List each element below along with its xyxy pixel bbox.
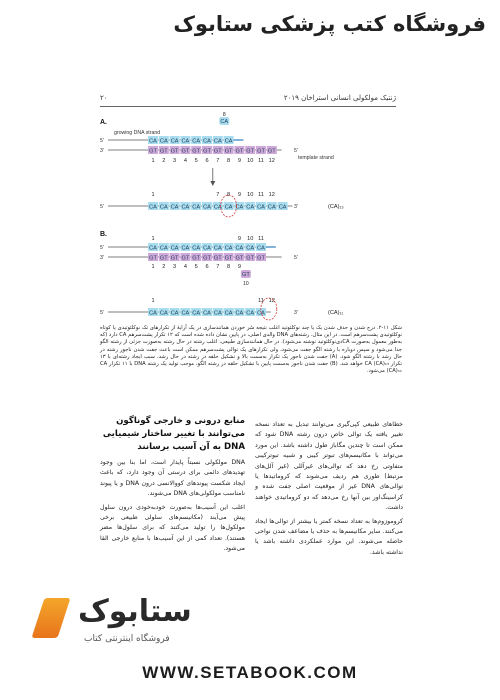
repeat-number: 3: [173, 158, 177, 164]
ca-repeat-label: CA: [257, 204, 265, 211]
repeat-number: 8: [227, 264, 231, 270]
strand-end-label: 5': [294, 255, 298, 261]
ca-repeat-label: CA: [170, 310, 179, 317]
setabook-logo: [38, 596, 218, 648]
gt-repeat-label: GT: [246, 255, 255, 262]
result-count-label: (CA)₁₃: [328, 204, 344, 210]
repeat-number: 12: [268, 158, 275, 164]
gt-repeat-label: GT: [213, 148, 222, 155]
ca-repeat-label: CA: [257, 310, 265, 317]
repeat-number: 5: [194, 264, 198, 270]
slippage-figure: [98, 112, 404, 322]
repeat-number: 2: [162, 158, 166, 164]
looped-repeat-label: CA: [220, 119, 229, 126]
gt-repeat-label: GT: [257, 148, 265, 155]
ca-repeat-label: CA: [192, 138, 201, 145]
logo-wordmark: ستابوک: [78, 594, 192, 629]
ca-repeat-label: CA: [170, 204, 179, 211]
ca-repeat-label: CA: [235, 310, 244, 317]
strand-end-label: 5': [100, 310, 104, 316]
repeat-number: 5: [194, 158, 198, 164]
repeat-number: 7: [216, 264, 220, 270]
ca-repeat-label: CA: [170, 245, 179, 252]
ca-repeat-label: CA: [181, 245, 190, 252]
ca-repeat-label: CA: [149, 310, 157, 317]
logo-subtitle: فروشگاه اینترنتی کتاب: [84, 634, 170, 644]
repeat-number: 7: [216, 192, 220, 198]
gt-repeat-label: GT: [170, 148, 179, 155]
ca-repeat-label: CA: [235, 245, 244, 252]
panel-b-label: B.: [100, 231, 107, 238]
repeat-number: 10: [247, 236, 254, 242]
body-paragraph: اغلب این آسیب‌ها به‌صورت خودبه‌خودی درون سلول پیش می‌آیند (مکانیسم‌های سلولی طبیعی برخی مولکول‌ها را تولید می‌کنند که برای سلول‌ها مضر هستند). تعداد کمی از این آسیب‌ها با منابع خارجی القا می‌شود.: [100, 503, 245, 553]
gt-repeat-label: GT: [181, 148, 190, 155]
repeat-number: 9: [237, 158, 241, 164]
ca-repeat-label: CA: [224, 245, 233, 252]
ca-repeat-label: CA: [159, 310, 168, 317]
gt-repeat-label: GT: [224, 148, 233, 155]
gt-repeat-label: GT: [192, 255, 201, 262]
gt-repeat-label: GT: [224, 255, 233, 262]
repeat-number: 12: [268, 298, 275, 304]
strand-end-label: 3': [294, 310, 298, 316]
growing-strand-label: growing DNA strand: [114, 130, 161, 136]
repeat-number: 6: [205, 158, 209, 164]
repeat-number: 11: [258, 192, 264, 198]
gt-repeat-label: GT: [213, 255, 222, 262]
repeat-number: 3: [173, 264, 177, 270]
repeat-number: 4: [183, 158, 187, 164]
gt-repeat-label: GT: [246, 148, 255, 155]
left-column: [100, 415, 245, 558]
repeat-number: 1: [151, 192, 155, 198]
strand-end-label: 3': [294, 204, 298, 210]
strand-end-label: 5': [100, 245, 104, 251]
template-strand-label: template strand: [298, 155, 334, 161]
ca-repeat-label: CA: [203, 138, 211, 145]
strand-end-label: 3': [100, 148, 104, 154]
repeat-number: 1: [151, 236, 155, 242]
repeat-number: 1: [151, 264, 155, 270]
ca-repeat-label: CA: [213, 245, 222, 252]
ca-repeat-label: CA: [203, 310, 211, 317]
ca-repeat-label: CA: [159, 204, 168, 211]
section-heading: منابع درونی و خارجی گوناگون می‌توانند با تغییر ساختار شیمیایی DNA به آن آسیب برسانند: [102, 416, 245, 452]
repeat-number: 9: [237, 236, 241, 242]
strand-end-label: 5': [100, 204, 104, 210]
ca-repeat-label: CA: [181, 204, 190, 211]
website-url: WWW.SETABOOK.COM: [142, 663, 358, 682]
looped-repeat-number: 10: [243, 281, 249, 287]
repeat-number: 1: [151, 298, 155, 304]
down-arrow-head: [210, 181, 215, 186]
body-paragraph: کروموزوم‌ها به تعداد نسخه کمتر یا بیشتر از توالی‌ها ایجاد می‌کنند. سایر مکانیسم‌ها به حذف یا مضاعف شدن نواحی حاصله می‌شوند. این موارد عملکردی داشته باشد یا نداشته باشد.: [255, 517, 403, 556]
strand-end-label: 3': [100, 255, 104, 261]
gt-repeat-label: GT: [149, 148, 157, 155]
ca-repeat-label: CA: [213, 310, 222, 317]
ca-repeat-label: CA: [181, 138, 190, 145]
ca-repeat-label: CA: [192, 310, 201, 317]
repeat-number: 10: [247, 192, 254, 198]
running-title: ژنتیک مولکولی انسانی استراخان ۲۰۱۹: [283, 94, 396, 102]
body-paragraph: خطاهای طبیعی کپی‌گیری می‌توانند تبدیل به تعداد نسخه تغییر یافته یک توالی خاص درون رشته DNA شود که ممکن است تا چندین مگاباز طول داشته باشد. این مورد می‌تواند با مکانیسم‌های تبوتر کیبی و شبیه تبوترکیبی متفاوتی رخ دهد که توالی‌های غیرآللی (غیر آلل‌های مرتبط) طوری هم ردیف می‌شوند که کروماتیدها یا توالی‌های DNA غیر از موقعیت اصلی جفت شده و کراسینگ‌اور بین آنها رخ می‌دهد که دو کروماتیدی خواهند داشت.: [255, 421, 403, 512]
ca-repeat-label: CA: [224, 310, 233, 317]
repeat-number: 11: [258, 236, 264, 242]
gt-repeat-label: GT: [192, 148, 201, 155]
ca-repeat-label: CA: [159, 138, 168, 145]
gt-repeat-label: GT: [181, 255, 190, 262]
repeat-number: 6: [205, 264, 209, 270]
repeat-number: 12: [268, 192, 275, 198]
repeat-number: 9: [237, 264, 241, 270]
gt-repeat-label: GT: [159, 255, 168, 262]
repeat-number: 1: [151, 158, 155, 164]
strand-end-label: 5': [100, 138, 104, 144]
repeat-number: 8: [227, 192, 231, 198]
ca-repeat-label: CA: [149, 245, 157, 252]
strand-end-label: 5': [294, 148, 298, 154]
repeat-number: 2: [162, 264, 166, 270]
gt-repeat-label: GT: [257, 255, 265, 262]
gt-repeat-label: GT: [170, 255, 179, 262]
ca-repeat-label: CA: [267, 204, 276, 211]
ca-repeat-label: CA: [192, 204, 201, 211]
looped-repeat-label: GT: [241, 272, 250, 279]
ca-repeat-label: CA: [257, 245, 265, 252]
ca-repeat-label: CA: [224, 204, 233, 211]
ca-repeat-label: CA: [192, 245, 201, 252]
store-title: فروشگاه کتب پزشکی ستابوک: [173, 12, 486, 36]
gt-repeat-label: GT: [267, 148, 276, 155]
repeat-number: 4: [183, 264, 187, 270]
gt-repeat-label: GT: [149, 255, 157, 262]
ca-repeat-label: CA: [278, 204, 287, 211]
gt-repeat-label: GT: [159, 148, 168, 155]
body-paragraph: DNA مولکولی نسبتاً پایدار است، اما بنا بین وجود تهدیدهای دائمی برای درستی آن وجود دارد، که باعث ایجاد شکست پیوندهای کووالانسی درون DNA و یا پیوند نامناسب مولکولی‌های DNA می‌شوند.: [100, 459, 245, 498]
page-number: ۲۰: [100, 94, 108, 102]
ca-repeat-label: CA: [181, 310, 190, 317]
result-count-label: (CA)₁₁: [328, 310, 344, 316]
ca-repeat-label: CA: [213, 204, 222, 211]
figure-caption: شکل ۱۱-۲. درج شدن و حذف شدن یک یا چند نوکلئوتید اغلب نتیجه سُر خوردن همانندسازی در یک آرایهٔ از تکرارهای تک نوکلئوتیدی یا کوتاه نوکلئوتیدی پشت‌سرهم است. در این مثال، رشته‌های DNA والدی اصلی، در پایین نشان داده شده است که ۱۲ تکرار پشت‌سرهم CA دارد (که به‌طور معمول به‌صورت CA‌دی‌نوکلئوتید نوشته می‌شود). در حال همانندسازی طبیعی، اغلب رشته در حال رشته به‌صورت جزئی از رشته الگو جدا می‌شود و سپس دوباره با رشته الگو جفت می‌شود، ولی تکرارهای یک توالی پشت‌سرهم ممکن است باعث جفت شدن ناجور رشته در حال رشد با رشته الگو شود. (A) جفت شدن ناجور یک تکرار به‌سمت بالا و تشکیل حلقه در رشته در حال رشد، سبب ایجاد رشته‌ای با ۱۳ تکرار CA (CA)₁₃ خواهد شد. (B) جفت شدن ناجور به‌سمت پایین با تشکیل حلقه در رشته الگو، موجب تولید یک رشته DNA با ۱۱ تکرار CA (CA)₁₁ می‌شود.: [100, 325, 402, 375]
ca-repeat-label: CA: [224, 138, 233, 145]
gt-repeat-label: GT: [235, 148, 244, 155]
right-column: [255, 420, 403, 561]
repeat-number: 11: [258, 298, 264, 304]
looped-repeat-number: 8: [222, 112, 226, 118]
repeat-number: 8: [227, 158, 231, 164]
ca-repeat-label: CA: [159, 245, 168, 252]
repeat-number: 10: [247, 158, 254, 164]
ca-repeat-label: CA: [149, 204, 157, 211]
repeat-number: 7: [216, 158, 220, 164]
ca-repeat-label: CA: [235, 204, 244, 211]
logo-mark-icon: [32, 598, 71, 638]
page-header: [100, 94, 396, 107]
gt-repeat-label: GT: [203, 255, 211, 262]
gt-repeat-label: GT: [235, 255, 244, 262]
ca-repeat-label: CA: [203, 204, 211, 211]
ca-repeat-label: CA: [246, 245, 255, 252]
ca-repeat-label: CA: [246, 204, 255, 211]
repeat-number: 9: [237, 192, 241, 198]
ca-repeat-label: CA: [170, 138, 179, 145]
ca-repeat-label: CA: [203, 245, 211, 252]
gt-repeat-label: GT: [203, 148, 211, 155]
ca-repeat-label: CA: [149, 138, 157, 145]
repeat-number: 11: [258, 158, 264, 164]
ca-repeat-label: CA: [246, 310, 255, 317]
ca-repeat-label: CA: [213, 138, 222, 145]
panel-a-label: A.: [100, 119, 107, 126]
